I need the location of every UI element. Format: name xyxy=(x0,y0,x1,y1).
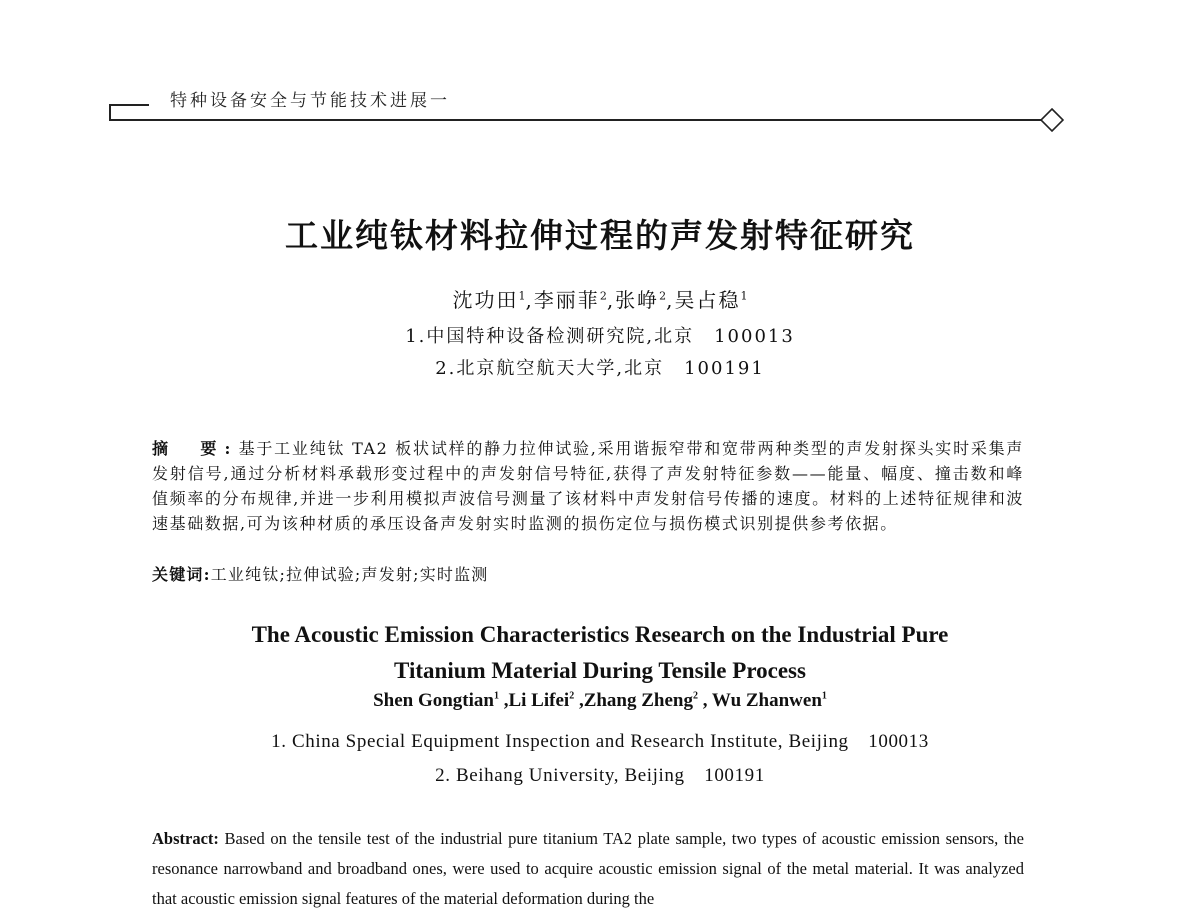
header-rule-tick xyxy=(109,106,111,120)
author-name: 张峥 xyxy=(615,288,660,312)
header-rule-short xyxy=(109,104,149,106)
author-list-cn: 沈功田$^1$,李丽菲$^2$,张峥$^2$,吴占稳$^1$ xyxy=(452,288,748,312)
abstract-cn-label: 摘 要: xyxy=(152,439,239,458)
abstract-cn-text: 基于工业纯钛 TA2 板状试样的静力拉伸试验,采用谐振窄带和宽带两种类型的声发射探头实时采集声发射信号,通过分析材料承载形变过程中的声发射信号特征,获得了声发射特征参数——能量、幅度、撞击数和峰值频率的分布规律,并进一步利用模拟声波信号测量了该材料中声发射信号传播的速度。材料的上述特征规律和波速基础数据,可为该种材质的承压设备声发射实时监测的损伤定位与损伤模式识别提供参考依据。 xyxy=(152,439,1024,533)
keywords-cn-text: 工业纯钛;拉伸试验;声发射;实时监测 xyxy=(210,565,489,584)
abstract-en-text: Based on the tensile test of the industrial pure titanium TA2 plate sample, two types of acoustic emission sensors, the resonance narrowband and broadband ones, were used to acquire acoustic emission signal of the metal material. It was analyzed that acoustic emission signal features of the material deformation during the xyxy=(152,829,1024,908)
author-name: Shen Gongtian xyxy=(373,690,494,711)
keywords-cn xyxy=(152,562,489,585)
author-affiliation-mark: 1 xyxy=(740,289,748,303)
abstract-cn xyxy=(152,436,1024,536)
affiliation-en-2: 2. Beihang University, Beijing 100191 xyxy=(435,765,765,786)
author-name: Zhang Zheng xyxy=(583,690,693,711)
author-affiliation-mark: 1 xyxy=(821,690,827,702)
author-affiliation-mark: 2 xyxy=(599,289,607,303)
author-affiliation-mark: 1 xyxy=(518,289,526,303)
author-affiliation-mark: 2 xyxy=(659,289,667,303)
abstract-en xyxy=(152,824,1024,914)
keywords-cn-label: 关键词: xyxy=(152,565,211,584)
author-name: 沈功田 xyxy=(452,288,519,312)
running-header-title: 特种设备安全与节能技术进展一 xyxy=(170,91,450,111)
header-rule xyxy=(109,119,1041,121)
affiliation-cn-1: 1.中国特种设备检测研究院,北京 100013 xyxy=(405,326,795,347)
affiliation-en-1: 1. China Special Equipment Inspection and Research Institute, Beijing 100013 xyxy=(271,731,929,752)
author-name: Li Lifei xyxy=(508,690,570,711)
author-name: 吴占稳 xyxy=(674,288,741,312)
paper-title-en xyxy=(0,617,1200,689)
paper-title-cn: 工业纯钛材料拉伸过程的声发射特征研究 xyxy=(285,216,915,255)
paper-title-en-line1: The Acoustic Emission Characteristics Research on the Industrial Pure xyxy=(251,622,949,647)
affiliation-cn-2: 2.北京航空航天大学,北京 100191 xyxy=(435,358,765,379)
author-name: 李丽菲 xyxy=(533,288,600,312)
author-list-en: Shen Gongtian$^1$ ,Li Lifei$^2$ ,Zhang Zheng$^2$ , Wu Zhanwen$^1$ xyxy=(373,690,827,711)
author-affiliation-mark: 2 xyxy=(569,690,575,702)
author-name: Wu Zhanwen xyxy=(711,690,822,711)
abstract-en-label: Abstract: xyxy=(152,829,219,848)
paper-title-en-line2: Titanium Material During Tensile Process xyxy=(394,658,806,683)
author-affiliation-mark: 1 xyxy=(493,690,499,702)
diamond-ornament-icon xyxy=(1040,108,1064,132)
author-affiliation-mark: 2 xyxy=(692,690,698,702)
